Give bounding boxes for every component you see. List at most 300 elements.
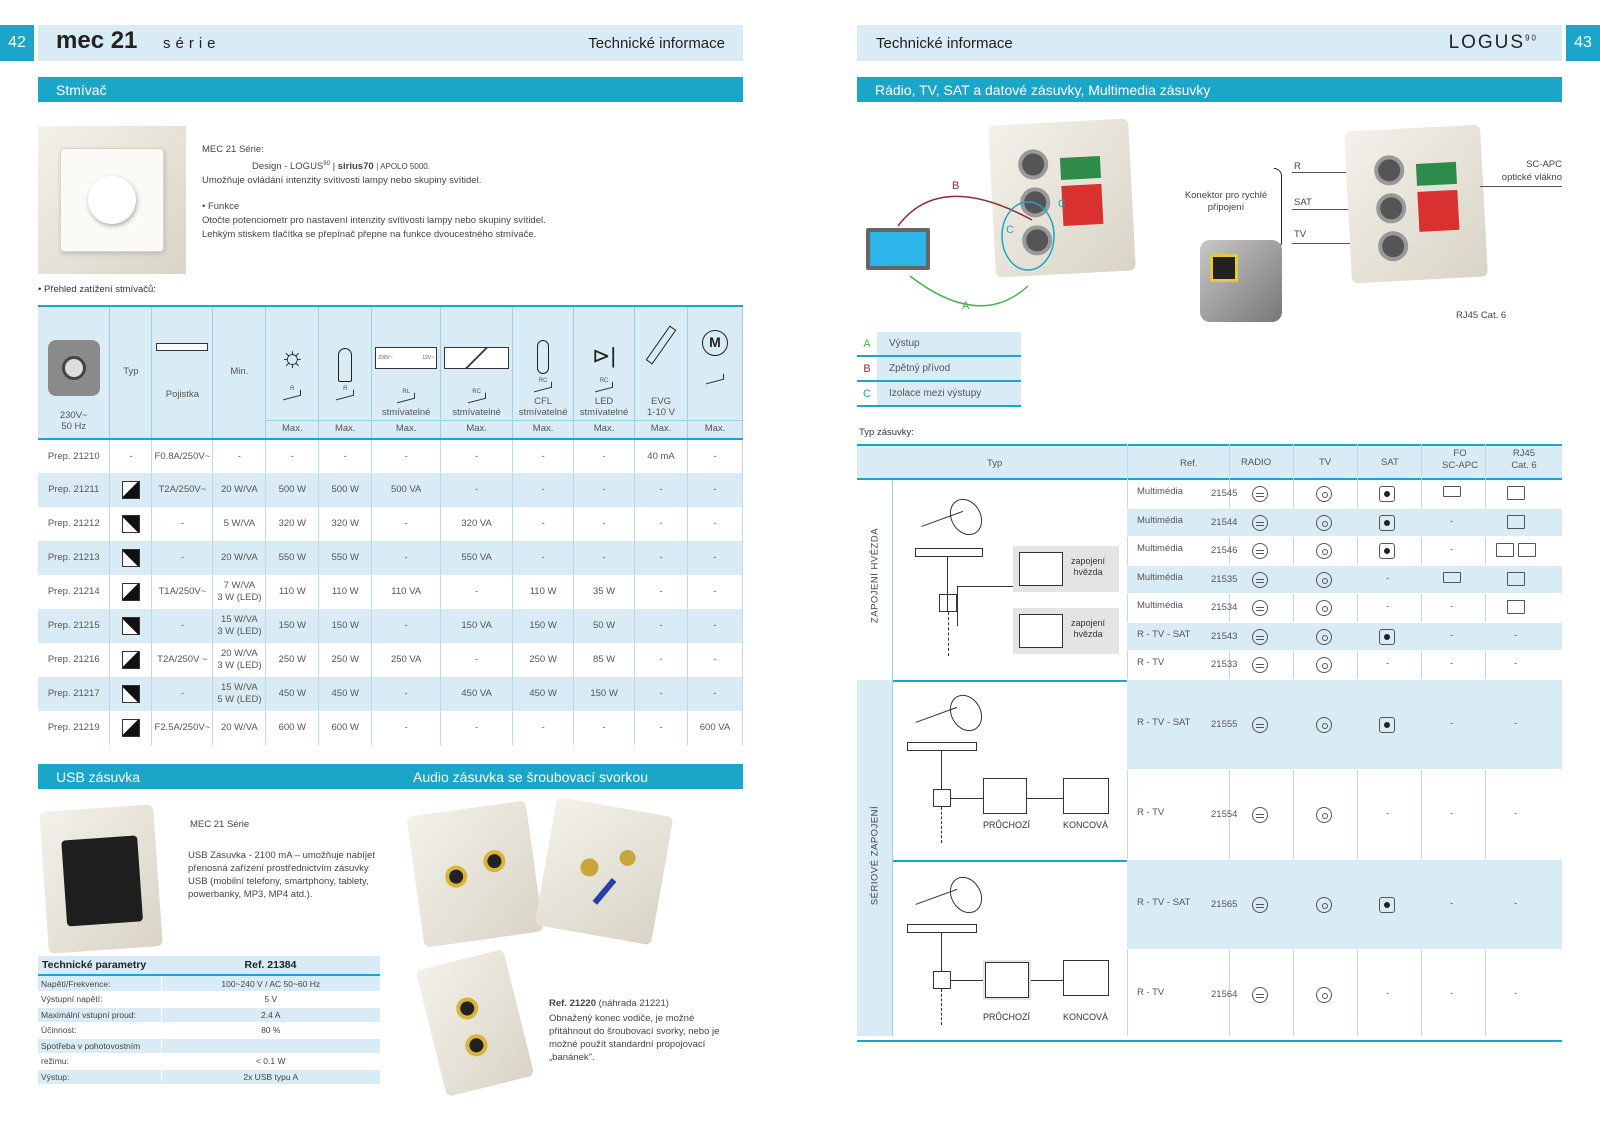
led-icon: ⊳| xyxy=(591,342,617,368)
tv-icon xyxy=(1316,515,1332,531)
cell-c6: - xyxy=(574,711,635,745)
cell-poj: F2.5A/250V~ xyxy=(152,711,213,745)
legend xyxy=(857,332,1021,407)
sat-icon xyxy=(1379,486,1395,502)
param-key: režimu: xyxy=(38,1054,161,1070)
cell-c1: 250 W xyxy=(266,643,319,677)
row-bg xyxy=(1127,680,1562,770)
motor-header xyxy=(687,306,742,420)
legend-item xyxy=(857,382,1021,407)
cell-c1: 450 W xyxy=(266,677,319,711)
row-ref: 21544 xyxy=(1211,516,1238,528)
star-box-label: zapojení hvězda xyxy=(1071,556,1106,577)
usb-description: USB Zásuvka - 2100 mA – umožňuje nabíjet přenosná zařízení prostřednictvím zásuvky USB (mobilní telefony, smartphony, tablety, powerbanky, MP3, MP4 atd.). xyxy=(188,850,375,900)
empty-cell: - xyxy=(1514,807,1518,819)
row-ref: 21533 xyxy=(1211,659,1238,671)
label-sat: SAT xyxy=(1294,197,1312,208)
cell-c6: 85 W xyxy=(574,643,635,677)
empty-cell: - xyxy=(1450,987,1454,999)
row-type: R - TV - SAT xyxy=(1137,628,1191,640)
transformer-rc-icon xyxy=(444,347,509,369)
label-r: R xyxy=(1294,161,1301,172)
cell-typ xyxy=(110,541,152,575)
incandescent-header xyxy=(266,306,319,420)
cell-c3: - xyxy=(372,609,441,643)
load-overview-label: • Přehled zatížení stmívačů: xyxy=(38,284,156,295)
max-label: Max. xyxy=(441,420,513,439)
row-ref: 21545 xyxy=(1211,488,1238,500)
cfl-label: CFL stmívatelné xyxy=(518,395,568,418)
row-type: Multimédia xyxy=(1137,600,1183,612)
param-value: 100~240 V / AC 50~60 Hz xyxy=(161,976,380,992)
leading-edge-icon xyxy=(122,719,140,737)
trailing-edge-icon xyxy=(122,685,140,703)
max-label: Max. xyxy=(574,420,635,439)
cell-name: Prep. 21213 xyxy=(38,541,110,575)
row-type: Multimédia xyxy=(1137,514,1183,526)
cell-c5: - xyxy=(513,507,574,541)
cell-c6: 50 W xyxy=(574,609,635,643)
star-diagram xyxy=(897,494,1123,674)
cell-name: Prep. 21216 xyxy=(38,643,110,677)
legend-key: B xyxy=(863,362,871,375)
load-rc-2: RC xyxy=(538,377,548,384)
cell-typ xyxy=(110,575,152,609)
empty-cell: - xyxy=(1450,601,1454,613)
device-header xyxy=(38,306,110,439)
cell-c2: - xyxy=(319,439,372,473)
scapc-label: SC-APC optické vlákno xyxy=(1480,158,1562,187)
cell-c3: - xyxy=(372,677,441,711)
connector-photo xyxy=(1200,240,1282,322)
params-table xyxy=(38,976,380,1085)
brace xyxy=(1274,168,1282,250)
radio-icon xyxy=(1252,897,1268,913)
connection-arrows xyxy=(880,180,1060,310)
max-label: Max. xyxy=(372,420,441,439)
sat-icon xyxy=(1379,629,1395,645)
empty-cell: - xyxy=(1386,601,1390,613)
cell-name: Prep. 21212 xyxy=(38,507,110,541)
cell-c8: - xyxy=(687,541,742,575)
legend-text: Výstup xyxy=(877,332,1021,355)
empty-cell: - xyxy=(1450,515,1454,527)
evg-label: EVG 1-10 V xyxy=(647,395,676,418)
group-serial-text: SÉRIOVÉ ZAPOJENÍ xyxy=(869,805,881,906)
row-ref: 21546 xyxy=(1211,545,1238,557)
cell-c4: 550 VA xyxy=(441,541,513,575)
cell-c5: 110 W xyxy=(513,575,574,609)
cell-c1: 150 W xyxy=(266,609,319,643)
transformer-rl-header xyxy=(372,306,441,420)
bulb-icon: ☼ xyxy=(279,340,306,372)
max-label: Max. xyxy=(635,420,688,439)
empty-cell: - xyxy=(1386,807,1390,819)
brand-logo: mec 21 xyxy=(56,27,138,54)
row-type: R - TV - SAT xyxy=(1137,896,1191,908)
legend-item xyxy=(857,332,1021,357)
cell-c6: - xyxy=(574,439,635,473)
cell-typ xyxy=(110,643,152,677)
sat-icon xyxy=(1379,897,1395,913)
dimmer-row xyxy=(38,507,743,541)
fo-icon xyxy=(1443,572,1461,583)
fuse-header xyxy=(152,306,213,439)
empty-cell: - xyxy=(1514,897,1518,909)
cell-c1: 550 W xyxy=(266,541,319,575)
motor-icon: M xyxy=(702,330,728,356)
cell-c2: 500 W xyxy=(319,473,372,507)
row-ref: 21555 xyxy=(1211,718,1238,730)
group-serial-label xyxy=(857,680,893,1036)
fuse-icon xyxy=(156,343,208,351)
row-type: R - TV xyxy=(1137,986,1165,998)
cell-c7: 40 mA xyxy=(635,439,688,473)
cell-poj: T1A/250V~ xyxy=(152,575,213,609)
function-title: • Funkce xyxy=(202,201,240,213)
col-typ: Typ xyxy=(987,458,1003,469)
cell-c3: - xyxy=(372,439,441,473)
param-key: Maximální vstupní proud: xyxy=(38,1007,161,1023)
rj45-icon xyxy=(1507,572,1525,586)
cfl-header xyxy=(513,306,574,420)
empty-cell: - xyxy=(1386,987,1390,999)
group-star-text: ZAPOJENÍ HVĚZDA xyxy=(869,527,881,624)
cell-c8: - xyxy=(687,473,742,507)
row-type: Multimédia xyxy=(1137,571,1183,583)
cell-c3: - xyxy=(372,711,441,745)
row-ref: 21543 xyxy=(1211,630,1238,642)
halogen-icon xyxy=(338,348,352,382)
cell-c1: - xyxy=(266,439,319,473)
tv-icon xyxy=(1316,807,1332,823)
params-ref: Ref. 21384 xyxy=(244,959,297,971)
empty-cell: - xyxy=(1450,629,1454,641)
empty-cell: - xyxy=(1450,717,1454,729)
trailing-edge-icon xyxy=(122,617,140,635)
header-title-right: Technické informace xyxy=(876,35,1013,52)
cell-c4: - xyxy=(441,643,513,677)
tube-icon xyxy=(646,325,677,364)
page-number-left: 42 xyxy=(0,25,34,61)
param-key: Výstupní napětí: xyxy=(38,992,161,1008)
cell-c3: - xyxy=(372,541,441,575)
row-type: Multimédia xyxy=(1137,486,1183,498)
splitter-box xyxy=(939,594,957,612)
row-ref: 21535 xyxy=(1211,573,1238,585)
logus-text: LOGUS xyxy=(1448,32,1526,53)
param-value: 80 % xyxy=(161,1023,380,1039)
halogen-header xyxy=(319,306,372,420)
star-box-label: zapojení hvězda xyxy=(1071,618,1106,639)
logus-logo xyxy=(1449,32,1538,54)
row-bg xyxy=(1127,950,1562,1040)
leading-edge-icon xyxy=(122,583,140,601)
param-row xyxy=(38,1038,380,1054)
tv-icon xyxy=(1316,629,1332,645)
cell-min: 20 W/VA xyxy=(213,473,266,507)
cell-name: Prep. 21215 xyxy=(38,609,110,643)
cell-c4: - xyxy=(441,711,513,745)
cell-c7: - xyxy=(635,609,688,643)
leading-edge-icon xyxy=(122,481,140,499)
cell-min: 15 W/VA 5 W (LED) xyxy=(213,677,266,711)
dimmable-label-1: stmívatelné xyxy=(381,406,431,418)
dimmer-usage: Umožňuje ovládání intenzity svítivosti lampy nebo skupiny svítidel. xyxy=(202,175,482,187)
section-usb xyxy=(38,764,743,789)
motor-ramp-icon xyxy=(706,373,724,384)
design-apolo: | APOLO 5000. xyxy=(376,162,430,172)
dimmer-row xyxy=(38,609,743,643)
cell-c7: - xyxy=(635,507,688,541)
cell-c4: - xyxy=(441,575,513,609)
usb-section-title: USB zásuvka xyxy=(56,768,141,785)
load-rc-3: RC xyxy=(599,377,609,384)
row-bg xyxy=(1127,594,1562,623)
label-c-1: C xyxy=(1006,224,1014,236)
transformer-rl-icon xyxy=(375,347,437,369)
col-sat: SAT xyxy=(1381,457,1399,468)
led-header xyxy=(574,306,635,420)
col-rj45: RJ45 Cat. 6 xyxy=(1511,448,1537,471)
legend-key: A xyxy=(863,337,871,350)
cfl-icon xyxy=(537,340,549,374)
load-r-2: R xyxy=(343,385,348,392)
cell-c8: 600 VA xyxy=(687,711,742,745)
cell-typ xyxy=(110,711,152,745)
dimmer-series: MEC 21 Série: xyxy=(202,144,264,155)
socket-photo-right xyxy=(1344,125,1488,284)
row-bg xyxy=(1127,623,1562,652)
cell-c7: - xyxy=(635,711,688,745)
cell-c5: 450 W xyxy=(513,677,574,711)
cell-c4: 150 VA xyxy=(441,609,513,643)
empty-cell: - xyxy=(1450,807,1454,819)
cell-typ xyxy=(110,507,152,541)
row-bg xyxy=(1127,651,1562,680)
row-type: Multimédia xyxy=(1137,543,1183,555)
load-rl: RL xyxy=(402,388,411,395)
header-bar-left xyxy=(38,25,743,61)
design-sup: 90 xyxy=(323,161,330,167)
end-label: KONCOVÁ xyxy=(1063,820,1109,830)
design-sirius: sirius70 xyxy=(337,161,374,173)
tv-icon xyxy=(1316,717,1332,733)
max-label: Max. xyxy=(513,420,574,439)
tv-icon xyxy=(1316,987,1332,1003)
header-bar-right xyxy=(857,25,1562,61)
row-bg xyxy=(1127,509,1562,538)
row-bg xyxy=(1127,566,1562,595)
cell-c7: - xyxy=(635,473,688,507)
evg-header xyxy=(635,306,688,420)
fuse-label: Pojistka xyxy=(165,389,200,400)
audio-socket-photo-2 xyxy=(535,797,674,946)
rj45-label: RJ45 Cat. 6 xyxy=(1456,310,1507,321)
cell-poj: - xyxy=(152,677,213,711)
legend-text: Izolace mezi výstupy xyxy=(877,382,1021,405)
page-number-right: 43 xyxy=(1566,25,1600,61)
radio-icon xyxy=(1252,515,1268,531)
cell-c5: - xyxy=(513,439,574,473)
section-multimedia: Rádio, TV, SAT a datové zásuvky, Multimedia zásuvky xyxy=(857,77,1562,102)
legend-text: Zpětný přívod xyxy=(877,357,1021,380)
row-ref: 21534 xyxy=(1211,602,1238,614)
legend-item xyxy=(857,357,1021,382)
cell-c4: - xyxy=(441,439,513,473)
row-type: R - TV xyxy=(1137,806,1165,818)
sat-icon xyxy=(1379,515,1395,531)
max-label: Max. xyxy=(319,420,372,439)
cell-poj: - xyxy=(152,541,213,575)
cell-c8: - xyxy=(687,507,742,541)
audio-section-title: Audio zásuvka se šroubovací svorkou xyxy=(412,768,648,785)
cell-c8: - xyxy=(687,643,742,677)
param-value xyxy=(161,1038,380,1054)
cell-poj: T2A/250V ~ xyxy=(152,643,213,677)
col-ref: Ref. xyxy=(1180,458,1198,469)
empty-cell: - xyxy=(1450,544,1454,556)
row-type: R - TV xyxy=(1137,657,1165,669)
socket-table xyxy=(857,444,1562,1042)
cell-c6: - xyxy=(574,541,635,575)
dimmer-load-table xyxy=(38,305,743,745)
audio-ref-note: (náhrada 21221) xyxy=(596,998,669,1009)
max-label: Max. xyxy=(687,420,742,439)
cell-name: Prep. 21219 xyxy=(38,711,110,745)
legend-key: C xyxy=(863,387,871,400)
cell-typ xyxy=(110,677,152,711)
dimmer-description xyxy=(202,143,622,242)
label-c-2: C xyxy=(1058,198,1066,210)
cell-c6: 150 W xyxy=(574,677,635,711)
design-label: Design - LOGUS xyxy=(252,161,324,173)
radio-icon xyxy=(1252,572,1268,588)
param-row xyxy=(38,1069,380,1085)
empty-cell: - xyxy=(1514,658,1518,670)
cell-poj: T2A/250V~ xyxy=(152,473,213,507)
rj45-icon xyxy=(1507,600,1525,614)
cell-min: 7 W/VA 3 W (LED) xyxy=(213,575,266,609)
cell-c1: 500 W xyxy=(266,473,319,507)
design-sep: | xyxy=(332,161,336,173)
sat-icon xyxy=(1379,543,1395,559)
dimmer-row xyxy=(38,439,743,473)
v12-label: 12V~ xyxy=(422,354,435,361)
cell-c4: 450 VA xyxy=(441,677,513,711)
row-ref: 21565 xyxy=(1211,898,1238,910)
cell-min: 5 W/VA xyxy=(213,507,266,541)
radio-icon xyxy=(1252,629,1268,645)
pass-through-label: PRŮCHOZÍ xyxy=(983,1012,1030,1022)
radio-icon xyxy=(1252,717,1268,733)
tv-icon xyxy=(1316,897,1332,913)
cell-name: Prep. 21210 xyxy=(38,439,110,473)
trailing-edge-icon xyxy=(122,549,140,567)
param-key: Výstup: xyxy=(38,1069,161,1085)
cell-c3: 110 VA xyxy=(372,575,441,609)
cell-name: Prep. 21211 xyxy=(38,473,110,507)
cell-c5: 250 W xyxy=(513,643,574,677)
label-b: B xyxy=(952,180,960,192)
empty-cell: - xyxy=(1514,987,1518,999)
dimmer-row xyxy=(38,575,743,609)
section-dimmer: Stmívač xyxy=(38,77,743,102)
param-key: Účinnost: xyxy=(38,1023,161,1039)
cell-c4: - xyxy=(441,473,513,507)
label-a: A xyxy=(962,300,970,312)
param-value: < 0.1 W xyxy=(161,1054,380,1070)
cell-c7: - xyxy=(635,643,688,677)
col-tv: TV xyxy=(1319,457,1332,468)
cell-c5: - xyxy=(513,541,574,575)
dimmer-photo xyxy=(38,126,186,274)
empty-cell: - xyxy=(1450,658,1454,670)
rj45-icon xyxy=(1507,486,1525,500)
empty-cell: - xyxy=(1514,717,1518,729)
cell-c6: - xyxy=(574,507,635,541)
cell-c5: 150 W xyxy=(513,609,574,643)
row-ref: 21564 xyxy=(1211,988,1238,1000)
cell-typ xyxy=(110,609,152,643)
dimmer-row xyxy=(38,677,743,711)
cell-min: - xyxy=(213,439,266,473)
cell-c3: 250 VA xyxy=(372,643,441,677)
audio-socket-photo-3 xyxy=(416,949,535,1097)
cell-c2: 250 W xyxy=(319,643,372,677)
radio-icon xyxy=(1252,807,1268,823)
dimmer-row xyxy=(38,711,743,745)
rj45-icon xyxy=(1507,515,1525,529)
cell-c2: 110 W xyxy=(319,575,372,609)
dimmer-row xyxy=(38,541,743,575)
cell-c8: - xyxy=(687,439,742,473)
trailing-edge-icon xyxy=(122,515,140,533)
usb-socket-photo xyxy=(39,804,163,954)
sat-icon xyxy=(1379,717,1395,733)
pass-through-label: PRŮCHOZÍ xyxy=(983,820,1030,830)
label-tv: TV xyxy=(1294,229,1307,240)
leading-edge-icon xyxy=(122,651,140,669)
cell-c1: 320 W xyxy=(266,507,319,541)
star-box-2 xyxy=(1013,608,1119,654)
col-radio: RADIO xyxy=(1241,457,1272,468)
typ-header: Typ xyxy=(110,306,152,439)
star-box-1 xyxy=(1013,546,1119,592)
cell-c4: 320 VA xyxy=(441,507,513,541)
audio-ref-number: Ref. 21220 xyxy=(549,998,597,1009)
cell-c6: - xyxy=(574,473,635,507)
audio-description: Obnažený konec vodiče, je možné přitáhnout do šroubovací svorky, nebo je možné použít standardní propojovací „banánek". xyxy=(549,1013,720,1063)
audio-socket-photo-1 xyxy=(406,800,543,947)
row-bg xyxy=(1127,860,1562,950)
param-row xyxy=(38,992,380,1008)
cell-name: Prep. 21217 xyxy=(38,677,110,711)
min-header: Min. xyxy=(213,306,266,439)
row-type: R - TV - SAT xyxy=(1137,716,1191,728)
cell-c2: 550 W xyxy=(319,541,372,575)
load-rc: RC xyxy=(472,388,481,395)
cell-c5: - xyxy=(513,473,574,507)
cell-c8: - xyxy=(687,575,742,609)
v230-label: 230V~ xyxy=(378,354,393,361)
cell-poj: - xyxy=(152,507,213,541)
param-row xyxy=(38,976,380,992)
params-title: Technické parametry xyxy=(42,959,147,971)
cell-typ xyxy=(110,473,152,507)
cell-poj: F0.8A/250V~ xyxy=(152,439,213,473)
transformer-rc-header xyxy=(441,306,513,420)
